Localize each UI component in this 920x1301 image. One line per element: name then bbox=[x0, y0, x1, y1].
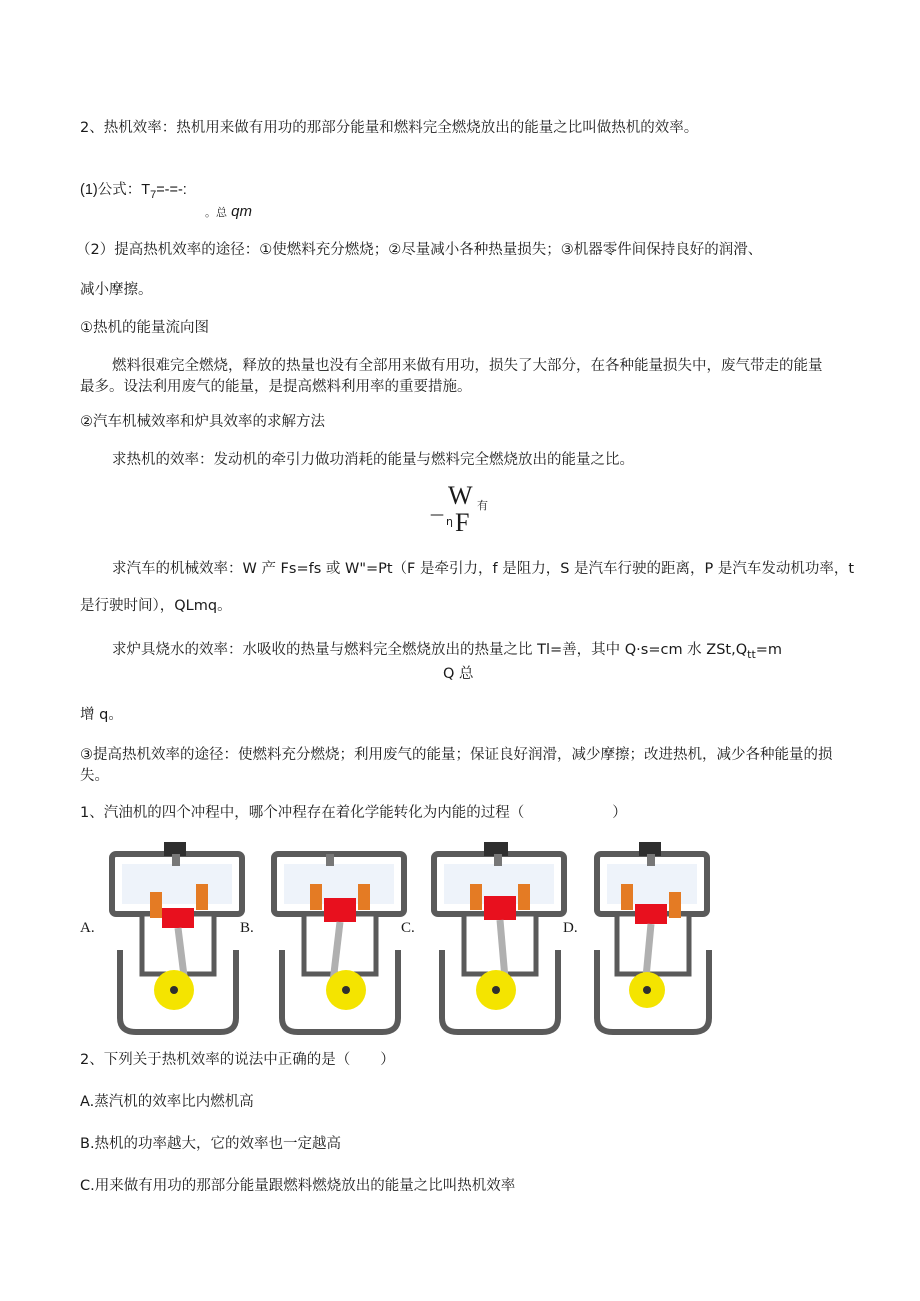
option-a-label: A. bbox=[80, 920, 95, 936]
formula-main: T bbox=[141, 182, 151, 198]
engine-diagram-a[interactable] bbox=[100, 840, 255, 1035]
fraction-you: 有 bbox=[477, 499, 488, 512]
question-2 bbox=[80, 1050, 395, 1071]
fraction-bar: — bbox=[430, 507, 444, 523]
q2-close: ） bbox=[380, 1052, 395, 1068]
engine-diagram-c[interactable] bbox=[422, 840, 577, 1035]
flow-paragraph: 燃料很难完全燃烧，释放的热量也没有全部用来做有用功，损失了大部分，在各种能量损失中，废气带走的能量最多。设法利用废气的能量，是提高燃料利用率的重要措施。 bbox=[80, 358, 823, 395]
flow-title: ①热机的能量流向图 bbox=[80, 320, 209, 336]
stove-text: 求炉具烧水的效率：水吸收的热量与燃料完全燃烧放出的热量之比 Tl=善，其中 Q·s=cm 水 ZSt,Q bbox=[112, 642, 748, 658]
stove-efficiency-line bbox=[112, 640, 782, 665]
formula-denominator bbox=[205, 201, 252, 223]
formula-rest: =-=-: bbox=[156, 182, 187, 198]
fraction-w: W bbox=[448, 481, 473, 510]
method-title: ②汽车机械效率和炉具效率的求解方法 bbox=[80, 414, 325, 430]
car-efficiency-line2: 是行驶时间），QLmq。 bbox=[80, 598, 232, 614]
formula-sub: 7 bbox=[150, 188, 157, 201]
stove-sub: tt bbox=[747, 647, 756, 661]
q1-close: ） bbox=[612, 805, 627, 821]
heat-efficiency-text: 求热机的效率：发动机的牵引力做功消耗的能量与燃料完全燃烧放出的能量之比。 bbox=[112, 452, 634, 468]
fraction-eta: η bbox=[446, 515, 453, 528]
option-b-label: B. bbox=[240, 920, 254, 936]
option-d-label: D. bbox=[563, 920, 578, 936]
engine-diagram-d[interactable] bbox=[585, 840, 740, 1035]
item2-line2: 减小摩擦。 bbox=[80, 282, 153, 298]
stove-end: =m bbox=[755, 642, 783, 658]
item2-line1: （2）提高热机效率的途径：①使燃料充分燃烧；②尽量减小各种热量损失；③机器零件间保持良好的润滑、 bbox=[76, 242, 763, 258]
q2-option-a[interactable]: A.蒸汽机的效率比内燃机高 bbox=[80, 1094, 254, 1110]
q2-option-b[interactable]: B.热机的功率越大，它的效率也一定越高 bbox=[80, 1136, 342, 1152]
efficiency-fraction bbox=[430, 481, 520, 545]
improve-methods: ③提高热机效率的途径：使燃料充分燃烧；利用废气的能量；保证良好润滑，减少摩擦；改进热机，减少各种能量的损失。 bbox=[80, 747, 833, 784]
option-c-label: C. bbox=[401, 920, 415, 936]
q2-text: 2、下列关于热机效率的说法中正确的是（ bbox=[80, 1052, 351, 1068]
question-1 bbox=[80, 803, 627, 824]
formula-line bbox=[80, 180, 187, 206]
zeng-q: 增 q。 bbox=[80, 707, 123, 723]
formula-denom-qm: qm bbox=[231, 203, 252, 220]
engine-diagram-b[interactable] bbox=[262, 840, 417, 1035]
formula-denom-prefix: 。总 bbox=[205, 206, 227, 219]
q1-text: 1、汽油机的四个冲程中，哪个冲程存在着化学能转化为内能的过程（ bbox=[80, 805, 525, 821]
fraction-f: F bbox=[455, 508, 470, 537]
section2-heading: 2、热机效率：热机用来做有用功的那部分能量和燃料完全燃烧放出的能量之比叫做热机的效率。 bbox=[80, 120, 699, 136]
q2-option-c[interactable]: C.用来做有用功的那部分能量跟燃料燃烧放出的能量之比叫热机效率 bbox=[80, 1178, 516, 1194]
car-efficiency-line1: 求汽车的机械效率：W 产 Fs=fs 或 W"=Pt（F 是牵引力，f 是阻力，S 是汽车行驶的距离，P 是汽车发动机功率，t bbox=[112, 561, 855, 577]
formula-label: (1)公式： bbox=[80, 182, 142, 198]
q-total: Q 总 bbox=[443, 666, 474, 682]
